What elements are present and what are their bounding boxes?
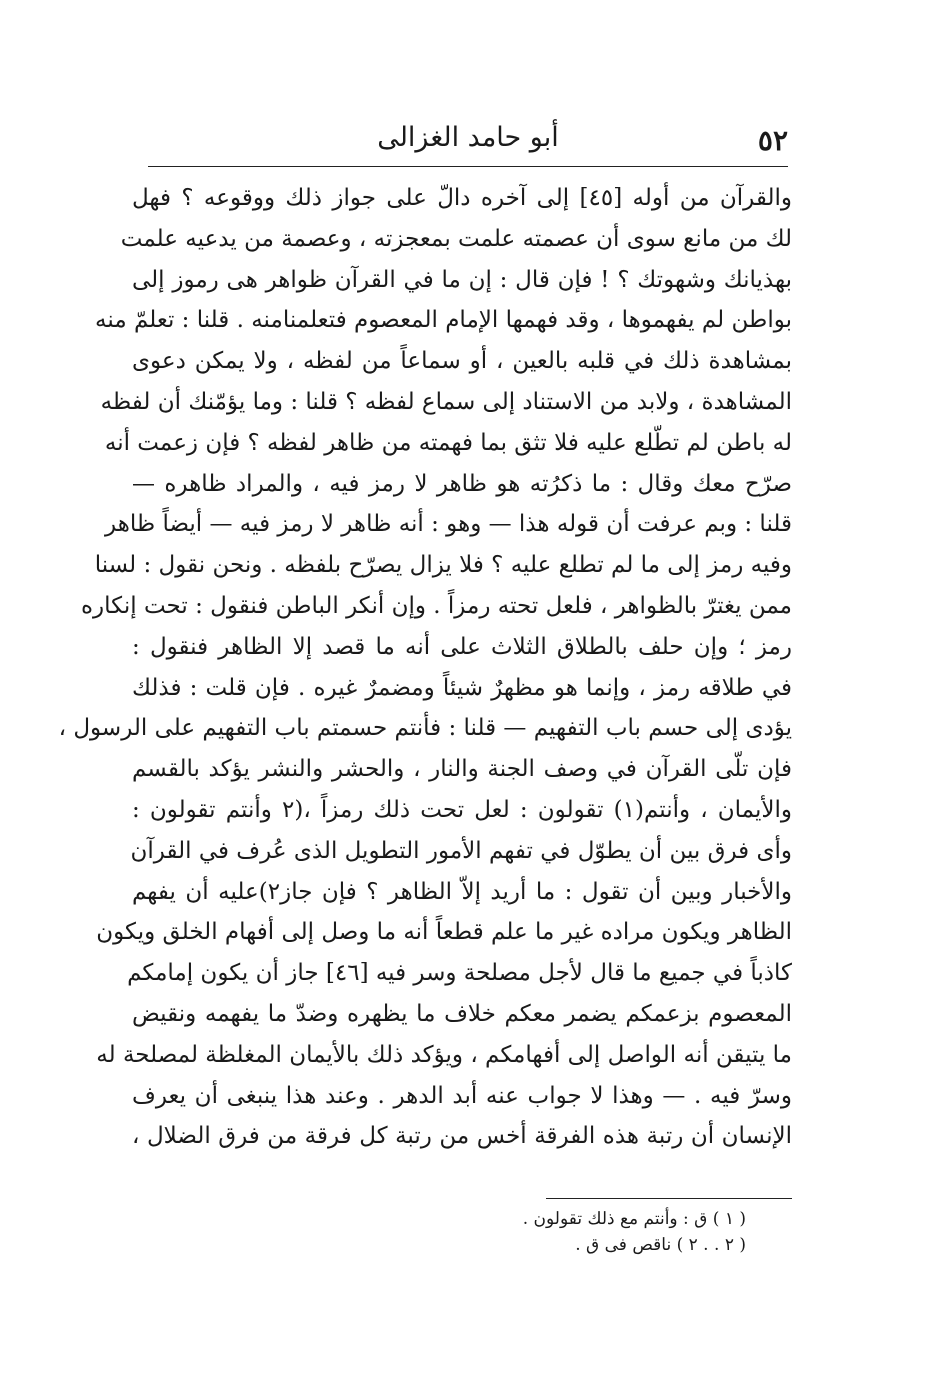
text-line: والأخبار وبين أن تقول : ما أريد إلاّ الظاهر ؟ فإن جاز٢)عليه أن يفهم (132, 878, 792, 905)
page-header (148, 118, 788, 158)
text-line: والقرآن من أوله [٤٥] إلى آخره دالّ على جواز ذلك ووقوعه ؟ فهل (132, 185, 792, 211)
footnote: ( ١ ) ق : وأنتم مع ذلك تقولون . (522, 1209, 746, 1229)
text-line: والأيمان ، وأنتم(١) تقولون : لعل تحت ذلك رمزاً ،(٢ وأنتم تقولون : (132, 796, 792, 823)
text-line: الإنسان أن رتبة هذه الفرقة أخس من رتبة كل فرقة من فرق الضلال ، (132, 1123, 792, 1150)
text-line: ممن يغترّ بالظواهر ، فلعل تحته رمزاً . وإن أنكر الباطن فنقول : تحت إنكاره (80, 592, 792, 619)
text-line: وفيه رمز إلى ما لم تطلع عليه ؟ فلا يزال يصرّح بلفظه . ونحن نقول : لسنا (94, 552, 792, 579)
text-line: له باطن لم تطّلع عليه فلا تثق بما فهمته من ظاهر لفظه ؟ فإن زعمت أنه (104, 429, 792, 456)
header-rule (148, 166, 788, 167)
text-line: بمشاهدة ذلك في قلبه بالعين ، أو سماعاً من لفظه ، ولا يمكن دعوى (132, 348, 792, 375)
text-line: قلنا : وبم عرفت أن قوله هذا — وهو : أنه ظاهر لا رمز فيه — أيضاً ظاهر (105, 511, 792, 538)
running-title: أبو حامد الغزالى (377, 122, 559, 153)
text-line: المعصوم بزعمكم يضمر معكم خلاف ما يظهره وضدّ ما يفهمه ونقيض (132, 1000, 792, 1027)
text-line: لك من مانع سوى أن عصمته علمت بمعجزته ، وعصمة من يدعيه علمت (120, 225, 792, 252)
text-line: بواطن لم يفهموها ، وقد فهمها الإمام المعصوم فتعلمنامنه . قلنا : تعلمّ منه (95, 307, 792, 334)
text-line: ما يتيقن أنه الواصل إلى أفهامكم ، ويؤكد ذلك بالأيمان المغلظة لمصلحة له (96, 1041, 792, 1068)
text-line: الظاهر ويكون مراده غير ما علم قطعاً أنه ما وصل إلى أفهام الخلق ويكون (96, 919, 792, 946)
text-line: فإن تلّى القرآن في وصف الجنة والنار ، والحشر والنشر يؤكد بالقسم (132, 756, 792, 783)
footnotes (420, 1206, 746, 1258)
text-line: وأى فرق بين أن يطوّل في تفهم الأمور التطويل الذى عُرف في القرآن (130, 837, 792, 864)
text-line: رمز ؛ وإن حلف بالطلاق الثلاث على أنه ما قصد إلا الظاهر فنقول : (132, 633, 792, 660)
footnote-rule (546, 1198, 792, 1199)
text-line: كاذباً في جميع ما قال لأجل مصلحة وسر فيه [٤٦] جاز أن يكون إمامكم (127, 960, 792, 987)
text-line: في طلاقه رمز ، وإنما هو مظهرٌ شيئاً ومضمرٌ غيره . فإن قلت : فذلك (132, 674, 792, 701)
text-line: صرّح معك وقال : ما ذكرُته هو ظاهر لا رمز فيه ، والمراد ظاهره — (132, 470, 792, 497)
text-line: بهذيانك وشهوتك ؟ ! فإن قال : إن ما في القرآن ظواهر هى رموز إلى (132, 266, 792, 293)
body-text (58, 178, 792, 1157)
page-number: ٥٢ (757, 124, 788, 157)
text-line: وسرّ فيه . — وهذا لا جواب عنه أبد الدهر . وعند هذا ينبغى أن يعرف (132, 1082, 792, 1109)
text-line: المشاهدة ، ولابد من الاستناد إلى سماع لفظه ؟ قلنا : وما يؤمّنك أن لفظه (100, 388, 792, 415)
text-line: يؤدى إلى حسم باب التفهيم — قلنا : فأنتم حسمتم باب التفهيم على الرسول ، (58, 715, 792, 742)
footnote: ( ٢ . . ٢ ) ناقص فى ق . (575, 1235, 746, 1255)
